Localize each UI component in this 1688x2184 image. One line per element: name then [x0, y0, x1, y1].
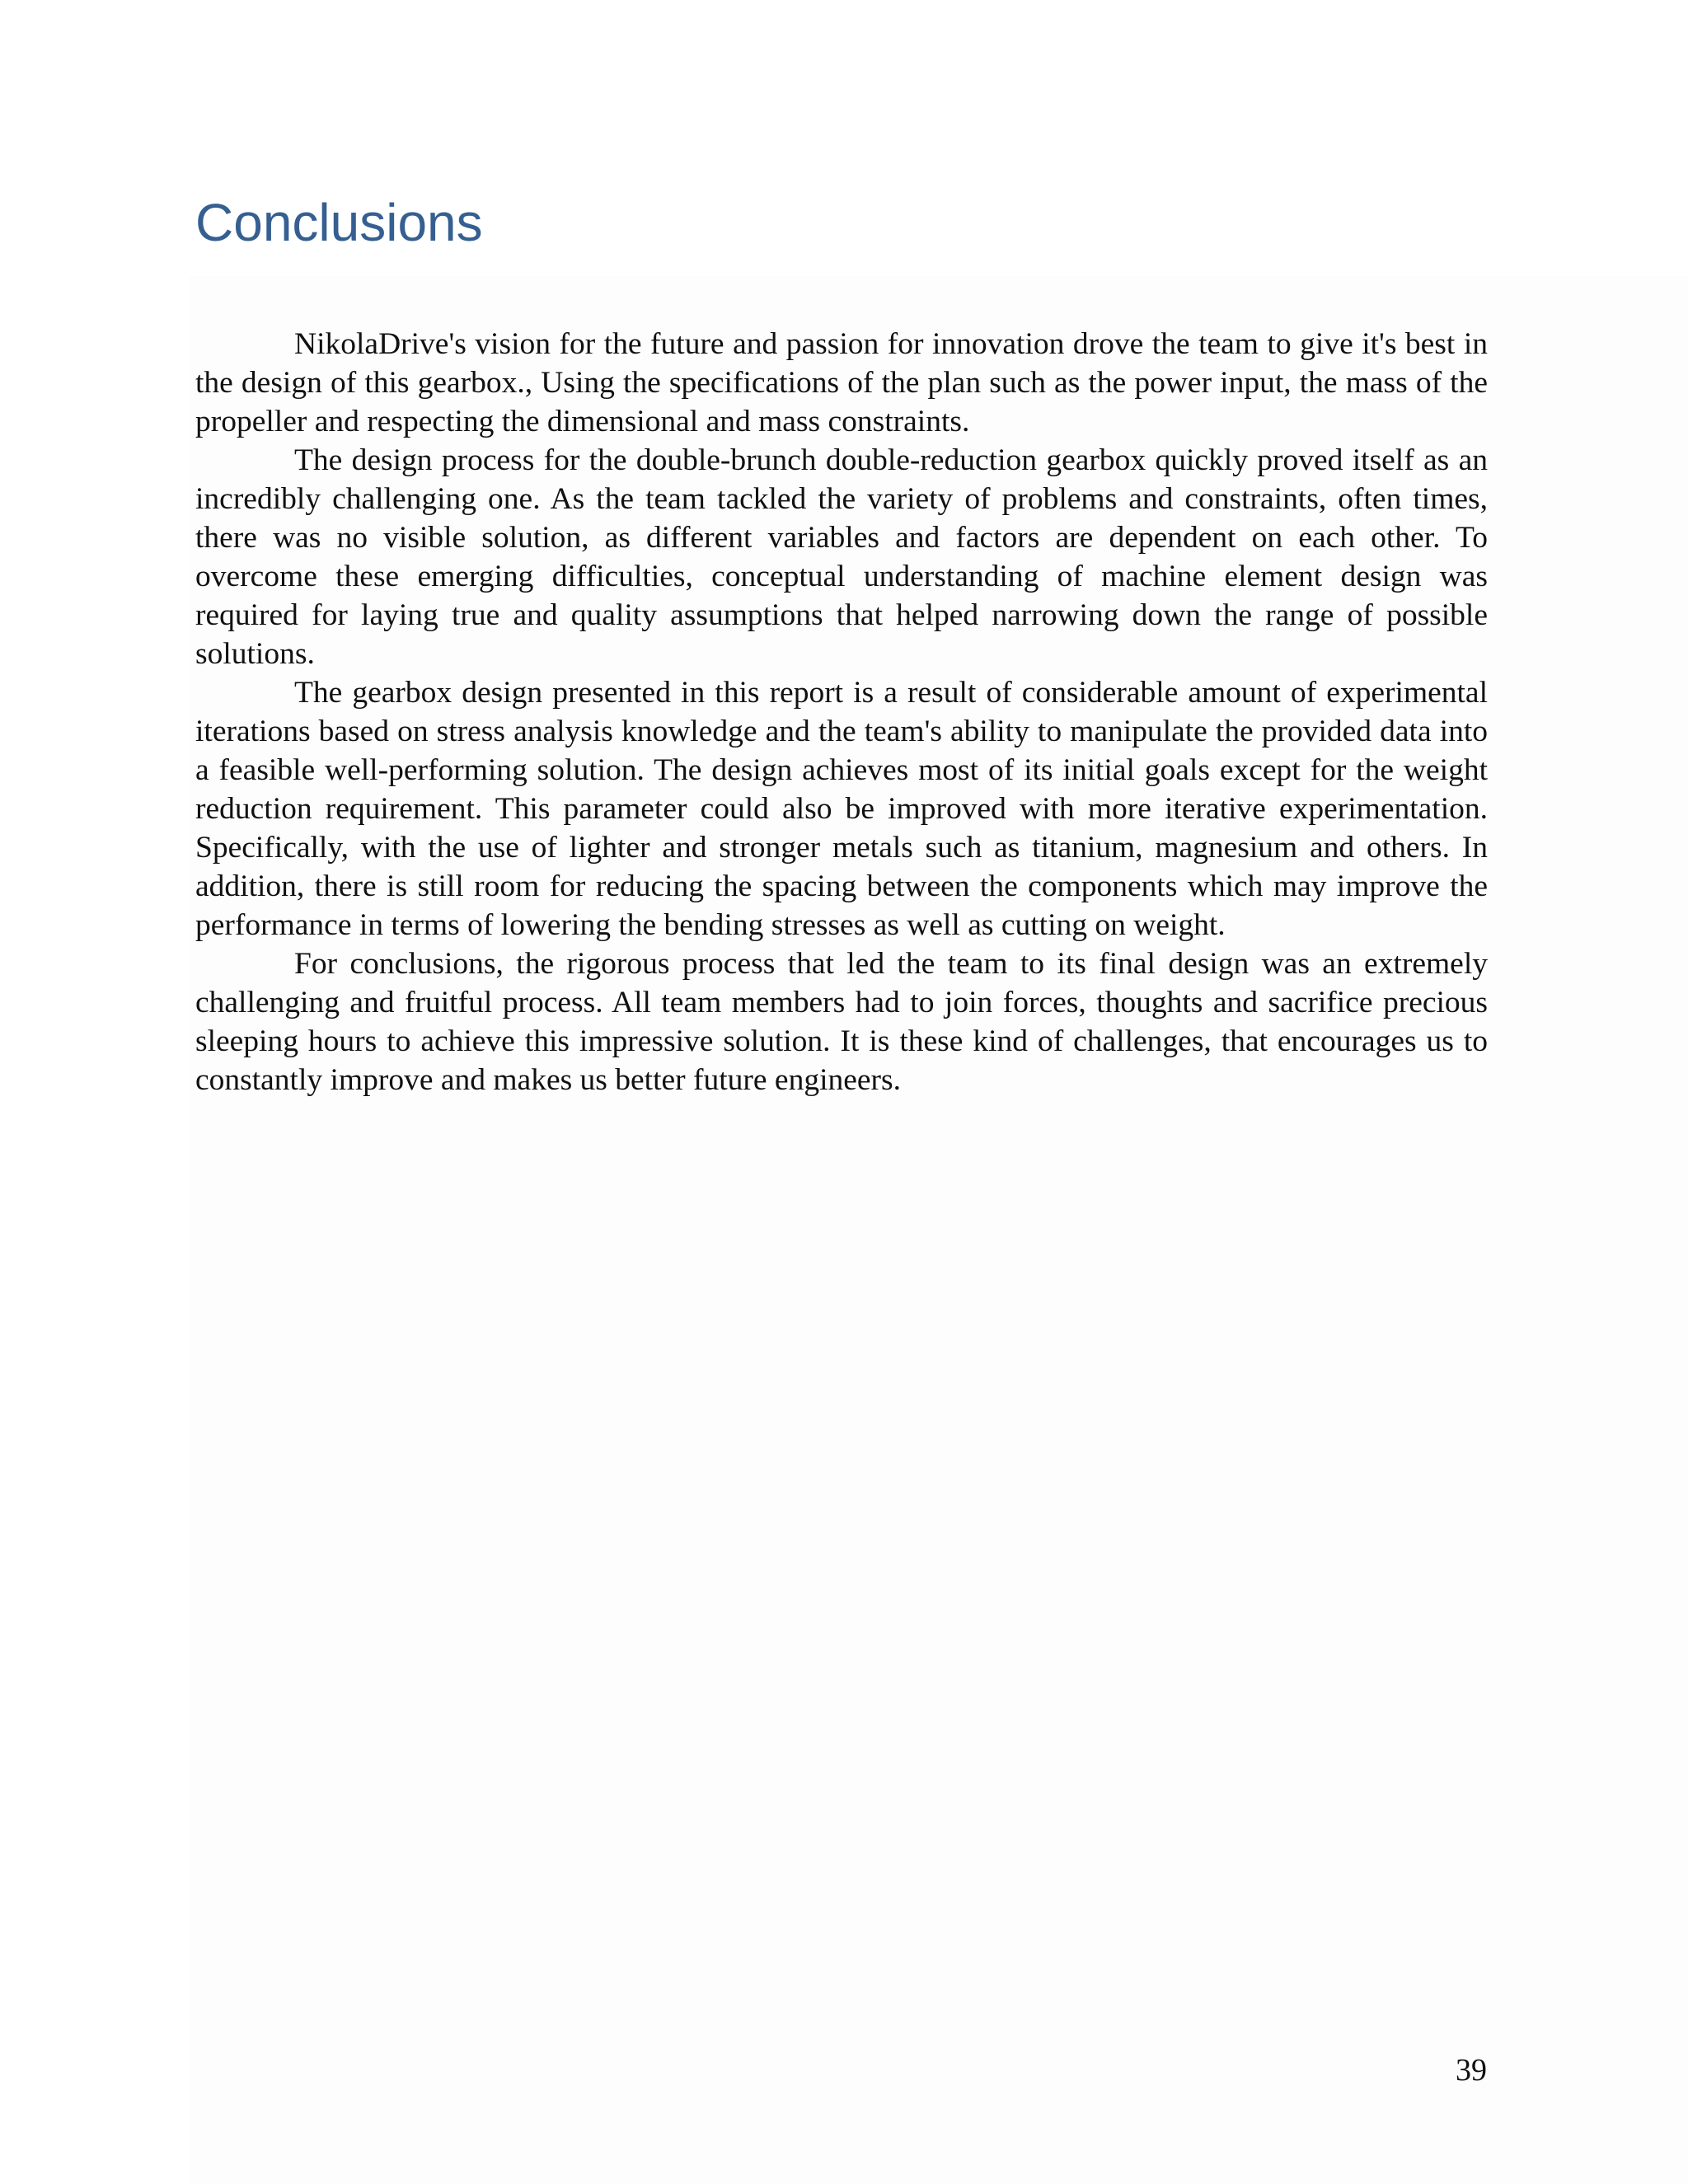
body-text: [195, 325, 1488, 1099]
paragraph-design-process: The design process for the double-brunch double-reduction gearbox quickly proved itself as an incredibly challenging one. As the team tackled the variety of problems and constraints, often times, there was no visible solution, as different variables and factors are dependent on each other. To overcome these emerging difficulties, conceptual understanding of machine element design was required for laying true and quality assumptions that helped narrowing down the range of possible solutions.: [195, 443, 1488, 671]
page-title: Conclusions: [195, 193, 483, 252]
page-number: 39: [1456, 2053, 1487, 2088]
paragraph-vision: NikolaDrive's vision for the future and passion for innovation drove the team to give it's best in the design of this gearbox., Using the specifications of the plan such as the power input, the mass of the propeller and respecting the dimensional and mass constraints.: [195, 327, 1488, 438]
paragraph-results: The gearbox design presented in this report is a result of considerable amount of experimental iterations based on stress analysis knowledge and the team's ability to manipulate the provided data into a feasible well-performing solution. The design achieves most of its initial goals except for the weight reduction requirement. This parameter could also be improved with more iterative experimentation. Specifically, with the use of lighter and stronger metals such as titanium, magnesium and others. In addition, there is still room for reducing the spacing between the components which may improve the performance in terms of lowering the bending stresses as well as cutting on weight.: [195, 676, 1488, 942]
paragraph-closing: For conclusions, the rigorous process that led the team to its final design was an extremely challenging and fruitful process. All team members had to join forces, thoughts and sacrifice precious sleeping hours to achieve this impressive solution. It is these kind of challenges, that encourages us to constantly improve and makes us better future engineers.: [195, 947, 1488, 1097]
